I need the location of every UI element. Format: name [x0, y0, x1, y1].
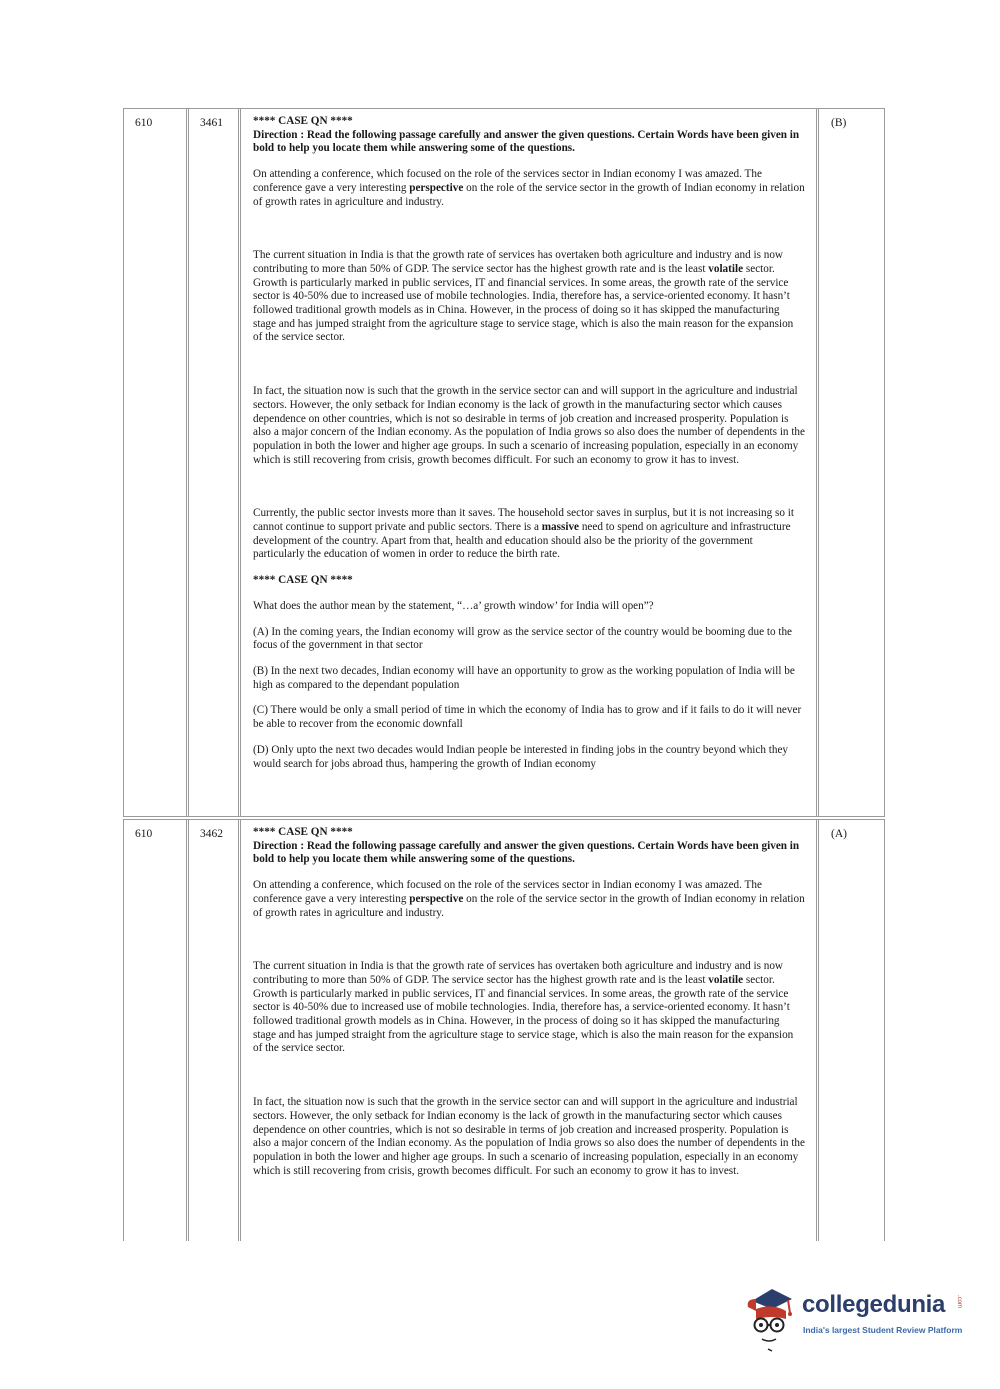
question-text: What does the author mean by the statement, “…a’ growth window’ for India will open”? [253, 599, 654, 612]
question-id: 3462 [200, 828, 223, 840]
paper-code: 610 [135, 828, 153, 840]
logo-dotcom: .com [956, 1295, 962, 1309]
answer-key: (A) [831, 828, 847, 840]
column-divider [816, 820, 819, 1241]
column-divider [186, 820, 189, 1241]
question-id: 3461 [200, 117, 223, 129]
table-row [123, 108, 885, 817]
question-content [253, 826, 805, 1178]
direction-text: Direction : Read the following passage carefully and answer the given questions. Certain Words have been given in bold to help you locate them while answering some of the questions. [253, 128, 800, 155]
logo-wordmark: collegedunia [802, 1291, 946, 1318]
column-divider [816, 109, 819, 816]
paper-code: 610 [135, 117, 153, 129]
case-header: **** CASE QN **** [253, 115, 353, 127]
option-d: (D) Only upto the next two decades would Indian people be interested in finding jobs in the country beyond which they would search for jobs abroad thus, hampering the growth of Indian economy [253, 743, 789, 770]
passage-paragraph-1: On attending a conference, which focused on the role of the services sector in Indian economy I was amazed. The conference gave a very interesting perspective on the role of the service sector in the growth of Indian economy in relation of growth rates in agriculture and industry. [253, 168, 805, 208]
passage-paragraph-3: In fact, the situation now is such that the growth in the service sector can and will support in the agriculture and industrial sectors. However, the only setback for Indian economy is the lack of growth in the manufacturing sector which causes dependence on other countries, which is not so desirable in terms of job creation and increased prosperity. Population is also a major concern of the Indian economy. As the population of India grows so also does the number of dependents in the population in both the lower and higher age groups. In such a scenario of increasing population, especially in an economy which is still recovering from crisis, growth becomes difficult. For such an economy to grow it has to invest. [253, 385, 805, 466]
column-divider [238, 820, 241, 1241]
passage-paragraph-1: On attending a conference, which focused on the role of the services sector in Indian economy I was amazed. The conference gave a very interesting perspective on the role of the service sector in the growth of Indian economy in relation of growth rates in agriculture and industry. [253, 879, 805, 919]
passage-paragraph-3: In fact, the situation now is such that the growth in the service sector can and will support in the agriculture and industrial sectors. However, the only setback for Indian economy is the lack of growth in the manufacturing sector which causes dependence on other countries, which is not so desirable in terms of job creation and increased prosperity. Population is also a major concern of the Indian economy. As the population of India grows so also does the number of dependents in the population in both the lower and higher age groups. In such a scenario of increasing population, especially in an economy which is still recovering from crisis, growth becomes difficult. For such an economy to grow it has to invest. [253, 1096, 805, 1177]
case-header: **** CASE QN **** [253, 574, 353, 587]
collegedunia-logo [742, 1285, 967, 1355]
passage-paragraph-2: The current situation in India is that the growth rate of services has overtaken both agriculture and industry and is now contributing to more than 50% of GDP. The service sector has the highest growth rate and is the least volatile sector. Growth is particularly marked in public services, IT and financial services. In some areas, the growth rate of the service sector is 40-50% due to increased use of mobile technologies. India, therefore has, a service-oriented economy. It hasn’t followed traditional growth models as in China. However, in the process of doing so it has skipped the manufacturing stage and has jumped straight from the agriculture stage to service stage, which is also the main reason for the expansion of the service sector. [253, 960, 794, 1055]
logo-tagline: India's largest Student Review Platform [803, 1325, 963, 1335]
table-row [123, 819, 885, 1241]
case-header: **** CASE QN **** [253, 826, 353, 838]
passage-paragraph-4: Currently, the public sector invests more than it saves. The household sector saves in surplus, but it is not increasing so it cannot continue to support private and public sectors. There is a massive need to spend on agriculture and infrastructure development of the country. Apart from that, health and education should also be the priority of the government particularly the education of women in order to reduce the birth rate. [253, 507, 794, 561]
column-divider [238, 109, 241, 816]
question-content [253, 115, 805, 771]
answer-key: (B) [831, 117, 847, 129]
option-a: (A) In the coming years, the Indian economy will grow as the service sector of the country would be booming due to the focus of the government in that sector [253, 625, 793, 652]
passage-paragraph-2: The current situation in India is that the growth rate of services has overtaken both agriculture and industry and is now contributing to more than 50% of GDP. The service sector has the highest growth rate and is the least volatile sector. Growth is particularly marked in public services, IT and financial services. In some areas, the growth rate of the service sector is 40-50% due to increased use of mobile technologies. India, therefore has, a service-oriented economy. It hasn’t followed traditional growth models as in China. However, in the process of doing so it has skipped the manufacturing stage and has jumped straight from the agriculture stage to service stage, which is also the main reason for the expansion of the service sector. [253, 249, 794, 344]
column-divider [186, 109, 189, 816]
mascot-icon [742, 1285, 800, 1353]
direction-text: Direction : Read the following passage carefully and answer the given questions. Certain Words have been given in bold to help you locate them while answering some of the questions. [253, 839, 800, 866]
option-b: (B) In the next two decades, Indian economy will have an opportunity to grow as the working population of India will be high as compared to the dependant population [253, 664, 795, 691]
option-c: (C) There would be only a small period of time in which the economy of India has to grow and if it fails to do it will never be able to recover from the economic downfall [253, 704, 802, 731]
